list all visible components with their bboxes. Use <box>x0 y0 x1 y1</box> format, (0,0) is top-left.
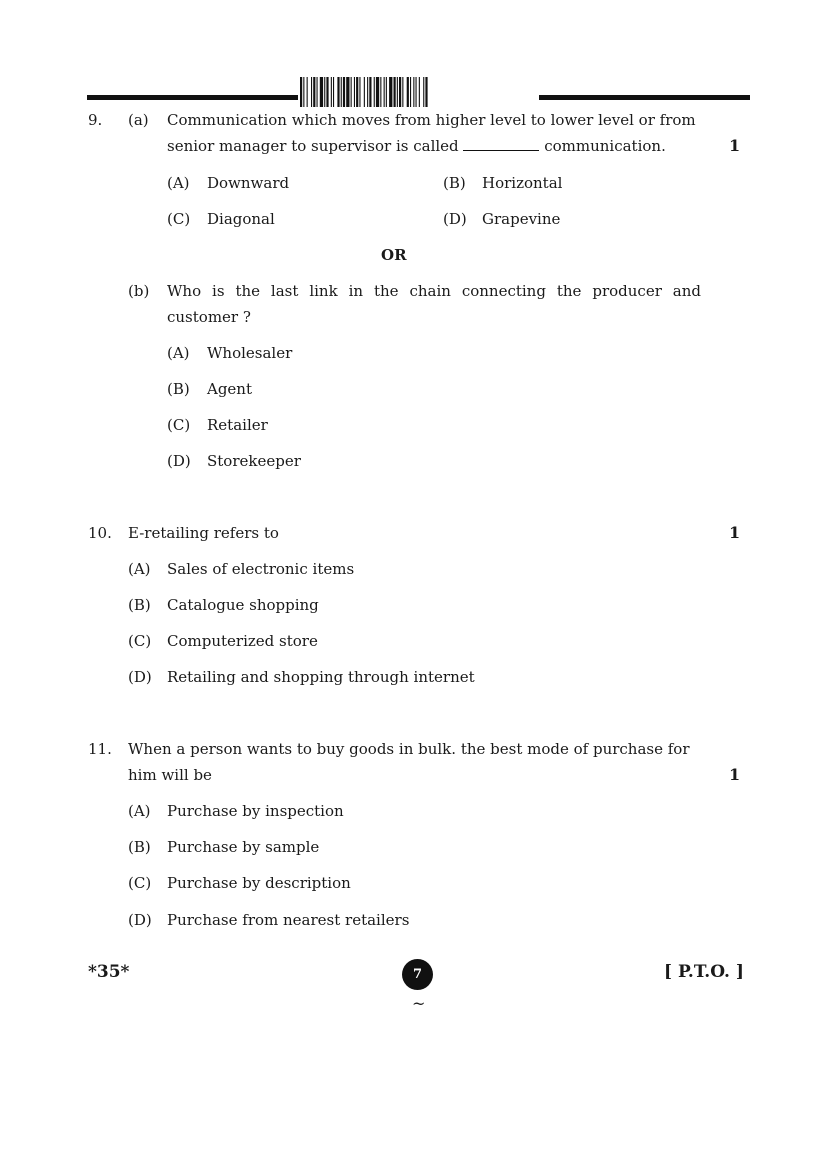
q9a-option-key: (D) <box>443 210 467 228</box>
q9b-text-line1: Who is the last link in the chain connecting the producer and <box>167 282 701 300</box>
q10-option-key: (B) <box>128 596 151 614</box>
q10-option-key: (C) <box>128 632 152 650</box>
q9a-text-line2 <box>167 137 666 155</box>
q11-option-key: (B) <box>128 838 151 856</box>
q9b-option-text: Retailer <box>207 416 268 434</box>
q9a-option-key: (B) <box>443 174 466 192</box>
q9a-label: (a) <box>128 111 149 129</box>
fill-in-blank <box>463 138 539 151</box>
q11-number: 11. <box>88 740 112 758</box>
q9a-option-key: (C) <box>167 210 191 228</box>
tilde-mark: ~ <box>412 994 426 1013</box>
q10-option-text: Retailing and shopping through internet <box>167 668 475 686</box>
q11-option-text: Purchase by description <box>167 874 351 892</box>
q10-number: 10. <box>88 524 112 542</box>
header-rule-left <box>87 95 298 100</box>
q9a-option-text: Grapevine <box>482 210 561 228</box>
q11-option-text: Purchase from nearest retailers <box>167 911 410 929</box>
q9a-text-post: communication. <box>544 137 666 155</box>
q9-number: 9. <box>88 111 103 129</box>
q9a-option-text: Downward <box>207 174 290 192</box>
q9b-text-line2: customer ? <box>167 308 251 326</box>
q11-text-line2: him will be <box>128 766 212 784</box>
q11-option-key: (D) <box>128 911 152 929</box>
or-divider: OR <box>381 246 407 264</box>
q9b-option-text: Wholesaler <box>207 344 293 362</box>
q10-option-key: (A) <box>128 560 151 578</box>
q9b-option-key: (C) <box>167 416 191 434</box>
q9a-text-line1: Communication which moves from higher level to lower level or from <box>167 111 696 129</box>
q11-option-text: Purchase by sample <box>167 838 320 856</box>
q11-option-key: (C) <box>128 874 152 892</box>
q9a-text-pre: senior manager to supervisor is called <box>167 137 459 155</box>
q10-text: E-retailing refers to <box>128 524 279 542</box>
q9a-option-text: Horizontal <box>482 174 563 192</box>
q11-option-text: Purchase by inspection <box>167 802 344 820</box>
q9a-option-key: (A) <box>167 174 190 192</box>
barcode-icon <box>300 77 528 107</box>
header-rule-right <box>539 95 750 100</box>
q10-marks: 1 <box>729 523 741 542</box>
q11-option-key: (A) <box>128 802 151 820</box>
q9a-marks: 1 <box>729 136 741 155</box>
q11-marks: 1 <box>729 765 741 784</box>
paper-code: *35* <box>88 962 130 982</box>
q11-text-line1: When a person wants to buy goods in bulk. the best mode of purchase for <box>128 740 690 758</box>
pto-label: [ P.T.O. ] <box>664 962 744 982</box>
q9b-option-text: Storekeeper <box>207 452 301 470</box>
q10-option-text: Sales of electronic items <box>167 560 355 578</box>
q9b-option-key: (B) <box>167 380 190 398</box>
q9a-option-text: Diagonal <box>207 210 275 228</box>
q9b-option-key: (D) <box>167 452 191 470</box>
q10-option-text: Computerized store <box>167 632 318 650</box>
q9b-option-text: Agent <box>207 380 252 398</box>
q9b-label: (b) <box>128 282 150 300</box>
q10-option-text: Catalogue shopping <box>167 596 319 614</box>
q10-option-key: (D) <box>128 668 152 686</box>
q9b-option-key: (A) <box>167 344 190 362</box>
page-number-badge: 7 <box>402 959 433 990</box>
